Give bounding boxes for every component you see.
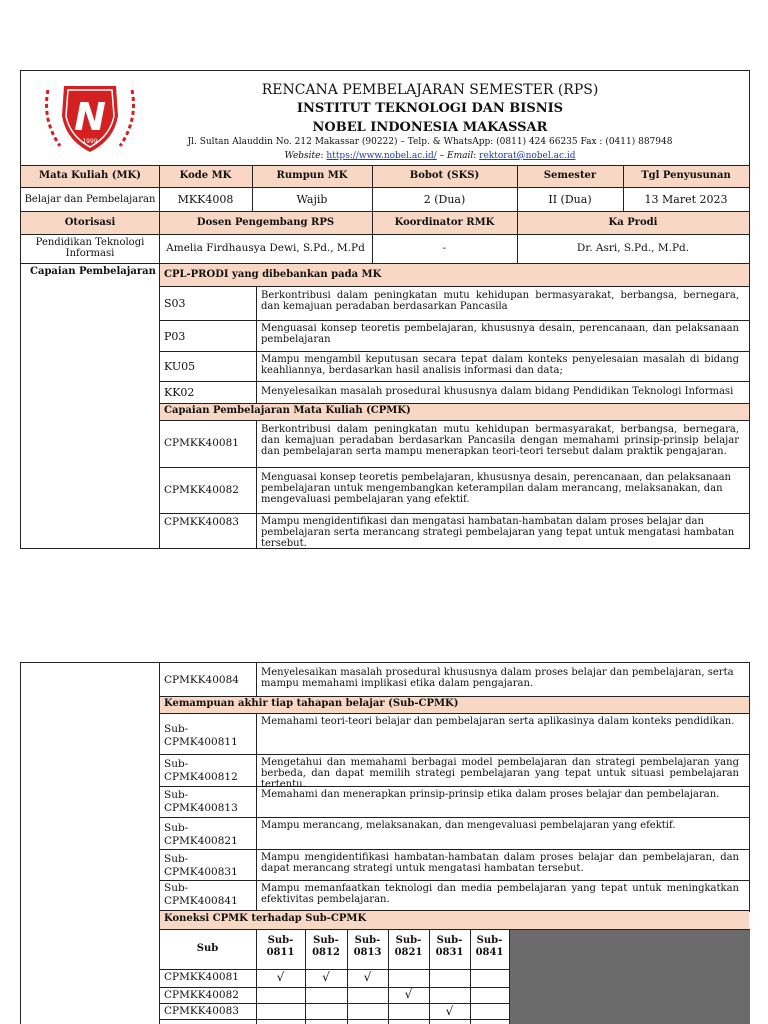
check-mark: √ [445,1004,454,1018]
conn-header-col: Sub- 0811 [266,935,295,958]
cpl-code: KK02 [164,386,195,399]
course-code-value: MKK4008 [177,193,234,206]
connection-title: Koneksi CPMK terhadap Sub-CPMK [164,913,367,924]
cpl-text: Berkontribusi dalam peningkatan mutu kehidupan bermasyarakat, berbangsa, bernegara, dan kemajuan peradaban berdasarkan Pancasila [261,290,739,312]
cpl-text: Menyelesaikan masalah prosedural khususnya dalam bidang Pendidikan Teknologi Informasi [261,386,734,397]
course-credit-value: 2 (Dua) [423,193,466,206]
conn-header-col: Sub- 0831 [435,935,464,958]
sub-cpmk-code: Sub- CPMK400812 [164,758,238,783]
institute-name: INSTITUT TEKNOLOGI DAN BISNIS [296,101,564,116]
cpl-title: CPL-PRODI yang dibebankan pada MK [164,269,382,280]
sub-cpmk-text: Mampu merancang, melaksanakan, dan mengevaluasi pembelajaran yang efektif. [261,820,676,831]
cpl-code: S03 [164,297,186,310]
cpl-text: Mampu mengambil keputusan secara tepat dalam konteks penyelesaian masalah di bidang keahliannya, berdasarkan hasil analisis informasi dan data; [261,354,739,376]
conn-header-col: Sub- 0812 [312,935,340,958]
sub-cpmk-text: Mampu memanfaatkan teknologi dan media pembelajaran yang tepat untuk meningkatkan efektivitas pembelajaran. [261,883,739,905]
col-mata-kuliah: Mata Kuliah (MK) [39,170,141,181]
sub-cpmk-row [159,817,750,849]
col-tgl-penyusunan: Tgl Penyusunan [641,170,731,181]
address-line: Jl. Sultan Alauddin No. 212 Makassar (90222) – Telp. & WhatsApp: (0811) 424 66235 Fax : (0411) 887948 [187,137,673,147]
conn-row-code: CPMKK40082 [164,989,239,1001]
conn-header-col: Sub- 0821 [394,935,423,958]
auth-otorisasi-value: Pendidikan Teknologi Informasi [35,237,145,259]
cpl-text: Menguasai konsep teoretis pembelajaran, khususnya desain, perencanaan, dan pelaksanaan pembelajaran [261,323,739,345]
check-mark: √ [322,970,330,984]
col-dosen: Dosen Pengembang RPS [196,217,335,228]
sub-cpmk-row [159,786,750,817]
logo-letter: N [74,95,106,139]
cpl-code: P03 [164,330,186,343]
sub-cpmk-code: Sub- CPMK400821 [164,822,238,847]
cpmk-row [159,662,750,696]
capaian-label: Capaian Pembelajaran [30,266,156,277]
auth-kaprodi-value: Dr. Asri, S.Pd., M.Pd. [576,242,690,254]
course-date-value: 13 Maret 2023 [644,193,728,206]
cpmk-code: CPMKK40084 [164,674,239,686]
cpmk-text: Menguasai konsep teoretis pembelajaran, khususnya desain, perencanaan, dan pelaksanaan pembelajaran untuk mengembangkan keterampilan dalam merancang, melaksanakan, dan mengevaluasi pembelajaran yang efektif. [261,472,731,505]
connection-table [159,929,510,1024]
check-mark: √ [363,970,372,984]
col-bobot: Bobot (SKS) [409,170,480,181]
check-mark: √ [276,970,285,984]
sub-cpmk-code: Sub- CPMK400831 [164,853,238,878]
sub-cpmk-text: Memahami dan menerapkan prinsip-prinsip etika dalam proses belajar dan pembelajaran. [261,789,720,800]
col-kode-mk: Kode MK [179,170,232,181]
cpmk-title: Capaian Pembelajaran Mata Kuliah (CPMK) [164,405,411,416]
col-otorisasi: Otorisasi [64,217,116,228]
doc-title: RENCANA PEMBELAJARAN SEMESTER (RPS) [261,82,599,98]
conn-row-code: CPMKK40081 [164,971,239,983]
cpmk-text: Mampu mengidentifikasi dan mengatasi hambatan-hambatan dalam proses belajar dan pembelajaran serta merancang strategi pembelajaran yang tepat untuk mengatasi hambatan tersebut. [261,516,735,549]
sub-cpmk-row [159,754,750,790]
sub-cpmk-row [159,713,750,754]
col-koordinator: Koordinator RMK [394,217,495,228]
sub-cpmk-row [159,849,750,880]
course-name-value: Belajar dan Pembelajaran [24,194,156,205]
contact-line: Website: https://www.nobel.ac.id/ – Email: rektorat@nobel.ac.id [284,151,576,161]
auth-koordinator-value: - [442,243,447,254]
auth-dosen-value: Amelia Firdhausya Dewi, S.Pd., M.Pd [166,242,365,254]
cpmk-text: Berkontribusi dalam peningkatan mutu kehidupan bermasyarakat, berbangsa, bernegara, dan kemajuan peradaban berdasarkan Pancasila dengan memahami prinsip-prinsip belajar dan pembelajaran serta mampu menerapkan teori-teori tersebut dalam praktik pengajaran. [261,424,739,457]
cpmk-code: CPMKK40082 [164,484,239,496]
institution-logo [40,80,140,160]
website-label: Website [284,151,321,161]
sub-cpmk-row [159,880,750,910]
course-semester-value: II (Dua) [548,193,592,206]
col-rumpun-mk: Rumpun MK [276,170,348,181]
sub-cpmk-text: Memahami teori-teori belajar dan pembelajaran serta aplikasinya dalam konteks pendidikan. [261,716,735,727]
cpmk-row [159,420,750,467]
sub-cpmk-code: Sub- CPMK400813 [164,789,238,814]
cpmk-code: CPMKK40081 [164,437,239,449]
sub-cpmk-text: Mampu mengidentifikasi hambatan-hambatan dalam proses belajar dan pembelajaran, dan dapat merancang strategi untuk mengatasi hambatan tersebut. [261,852,739,874]
cpmk-row [159,513,750,548]
grey-block [510,930,750,1024]
sub-cpmk-title: Kemampuan akhir tiap tahapan belajar (Sub-CPMK) [164,698,459,709]
cpl-code: KU05 [164,360,196,373]
cpl-row [159,320,750,351]
sub-cpmk-code: Sub- CPMK400841 [164,882,238,907]
col-ka-prodi: Ka Prodi [608,217,658,228]
cpl-row [159,351,750,381]
campus-name: NOBEL INDONESIA MAKASSAR [312,120,548,135]
sub-cpmk-code: Sub- CPMK400811 [164,723,238,748]
conn-header-col: Sub- 0841 [475,935,504,958]
cpmk-row [159,467,750,513]
conn-row-code: CPMKK40083 [164,1005,239,1017]
email-link[interactable]: rektorat@nobel.ac.id [479,151,576,161]
col-semester: Semester [543,170,597,181]
cpl-row [159,286,750,320]
logo-year: 1999 [82,138,98,145]
conn-header-col: Sub- 0813 [353,935,382,958]
cpmk-text: Menyelesaikan masalah prosedural khususnya dalam proses belajar dan pembelajaran, serta mampu memahami implikasi etika dalam pengajaran. [261,667,734,689]
conn-header-sub: Sub [196,943,219,954]
email-label: Email [447,151,474,161]
course-group-value: Wajib [296,193,328,206]
check-mark: √ [404,987,413,1001]
website-link[interactable]: https://www.nobel.ac.id/ [326,151,437,161]
sub-cpmk-text: Mengetahui dan memahami berbagai model pembelajaran dan strategi pembelajaran yang berbeda, dan dapat memilih strategi pembelajaran yang tepat untuk situasi pembelajaran tertentu. [261,757,739,790]
cpmk-code: CPMKK40083 [164,516,239,528]
cpl-row [159,381,750,403]
